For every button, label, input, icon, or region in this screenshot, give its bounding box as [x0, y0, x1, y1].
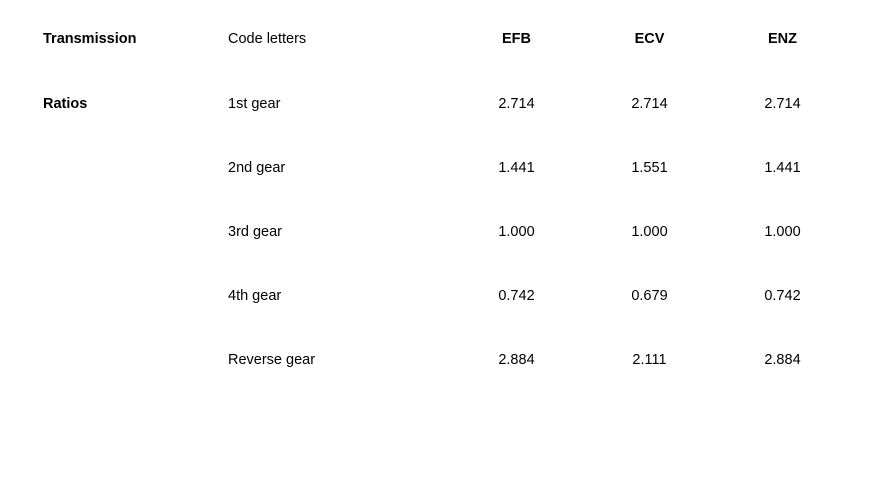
cell-gear-ratio — [450, 151, 583, 215]
cell-gear-name — [220, 343, 450, 407]
gear-ratio-value: 2.111 — [632, 352, 667, 368]
cell-ratios-label — [35, 87, 220, 151]
gear-ratio-value: 1.000 — [764, 224, 801, 240]
gear-ratio-value: 2.884 — [764, 352, 801, 368]
gear-ratio-value: 0.679 — [631, 288, 668, 304]
code-letter-value: EFB — [502, 31, 531, 47]
cell-empty — [35, 279, 220, 343]
code-letters-label: Code letters — [228, 31, 307, 47]
table-row — [35, 215, 849, 279]
cell-gear-ratio — [716, 215, 849, 279]
gear-name: 1st gear — [228, 96, 281, 112]
cell-gear-ratio — [583, 87, 716, 151]
cell-gear-ratio — [583, 151, 716, 215]
cell-gear-ratio — [716, 343, 849, 407]
table-row — [35, 151, 849, 215]
table-row — [35, 279, 849, 343]
gear-ratio-value: 1.551 — [631, 160, 668, 176]
gear-ratio-value: 0.742 — [764, 288, 801, 304]
cell-transmission-label — [35, 22, 220, 87]
cell-empty — [35, 343, 220, 407]
cell-gear-ratio — [450, 87, 583, 151]
gear-ratio-value: 2.714 — [631, 96, 668, 112]
gear-ratio-value: 1.000 — [631, 224, 668, 240]
cell-code-letter-3 — [716, 22, 849, 87]
gear-name: 3rd gear — [228, 224, 283, 240]
gear-ratio-value: 2.884 — [498, 352, 535, 368]
cell-gear-name — [220, 87, 450, 151]
gear-ratio-value: 2.714 — [498, 96, 535, 112]
cell-gear-ratio — [450, 279, 583, 343]
code-letter-value: ENZ — [768, 31, 797, 47]
cell-gear-ratio — [716, 87, 849, 151]
cell-empty — [35, 151, 220, 215]
cell-empty — [35, 215, 220, 279]
cell-gear-name — [220, 151, 450, 215]
transmission-ratios-table — [35, 22, 849, 407]
cell-gear-name — [220, 279, 450, 343]
cell-gear-ratio — [716, 279, 849, 343]
gear-ratio-value: 1.441 — [764, 160, 801, 176]
table-row — [35, 22, 849, 87]
cell-gear-ratio — [583, 279, 716, 343]
table-container — [35, 22, 849, 407]
table-row — [35, 343, 849, 407]
table-row — [35, 87, 849, 151]
cell-code-letter-2 — [583, 22, 716, 87]
gear-ratio-value: 1.441 — [498, 160, 535, 176]
cell-gear-ratio — [450, 215, 583, 279]
transmission-label: Transmission — [43, 31, 137, 47]
gear-name: 2nd gear — [228, 160, 286, 176]
cell-gear-ratio — [450, 343, 583, 407]
gear-ratio-value: 1.000 — [498, 224, 535, 240]
gear-ratio-value: 2.714 — [764, 96, 801, 112]
cell-code-letter-1 — [450, 22, 583, 87]
gear-name: Reverse gear — [228, 352, 316, 368]
cell-gear-ratio — [583, 343, 716, 407]
cell-gear-ratio — [583, 215, 716, 279]
cell-gear-ratio — [716, 151, 849, 215]
gear-name: 4th gear — [228, 288, 282, 304]
code-letter-value: ECV — [634, 31, 665, 47]
cell-gear-name — [220, 215, 450, 279]
ratios-label: Ratios — [43, 96, 88, 112]
gear-ratio-value: 0.742 — [498, 288, 535, 304]
cell-code-letters-label — [220, 22, 450, 87]
